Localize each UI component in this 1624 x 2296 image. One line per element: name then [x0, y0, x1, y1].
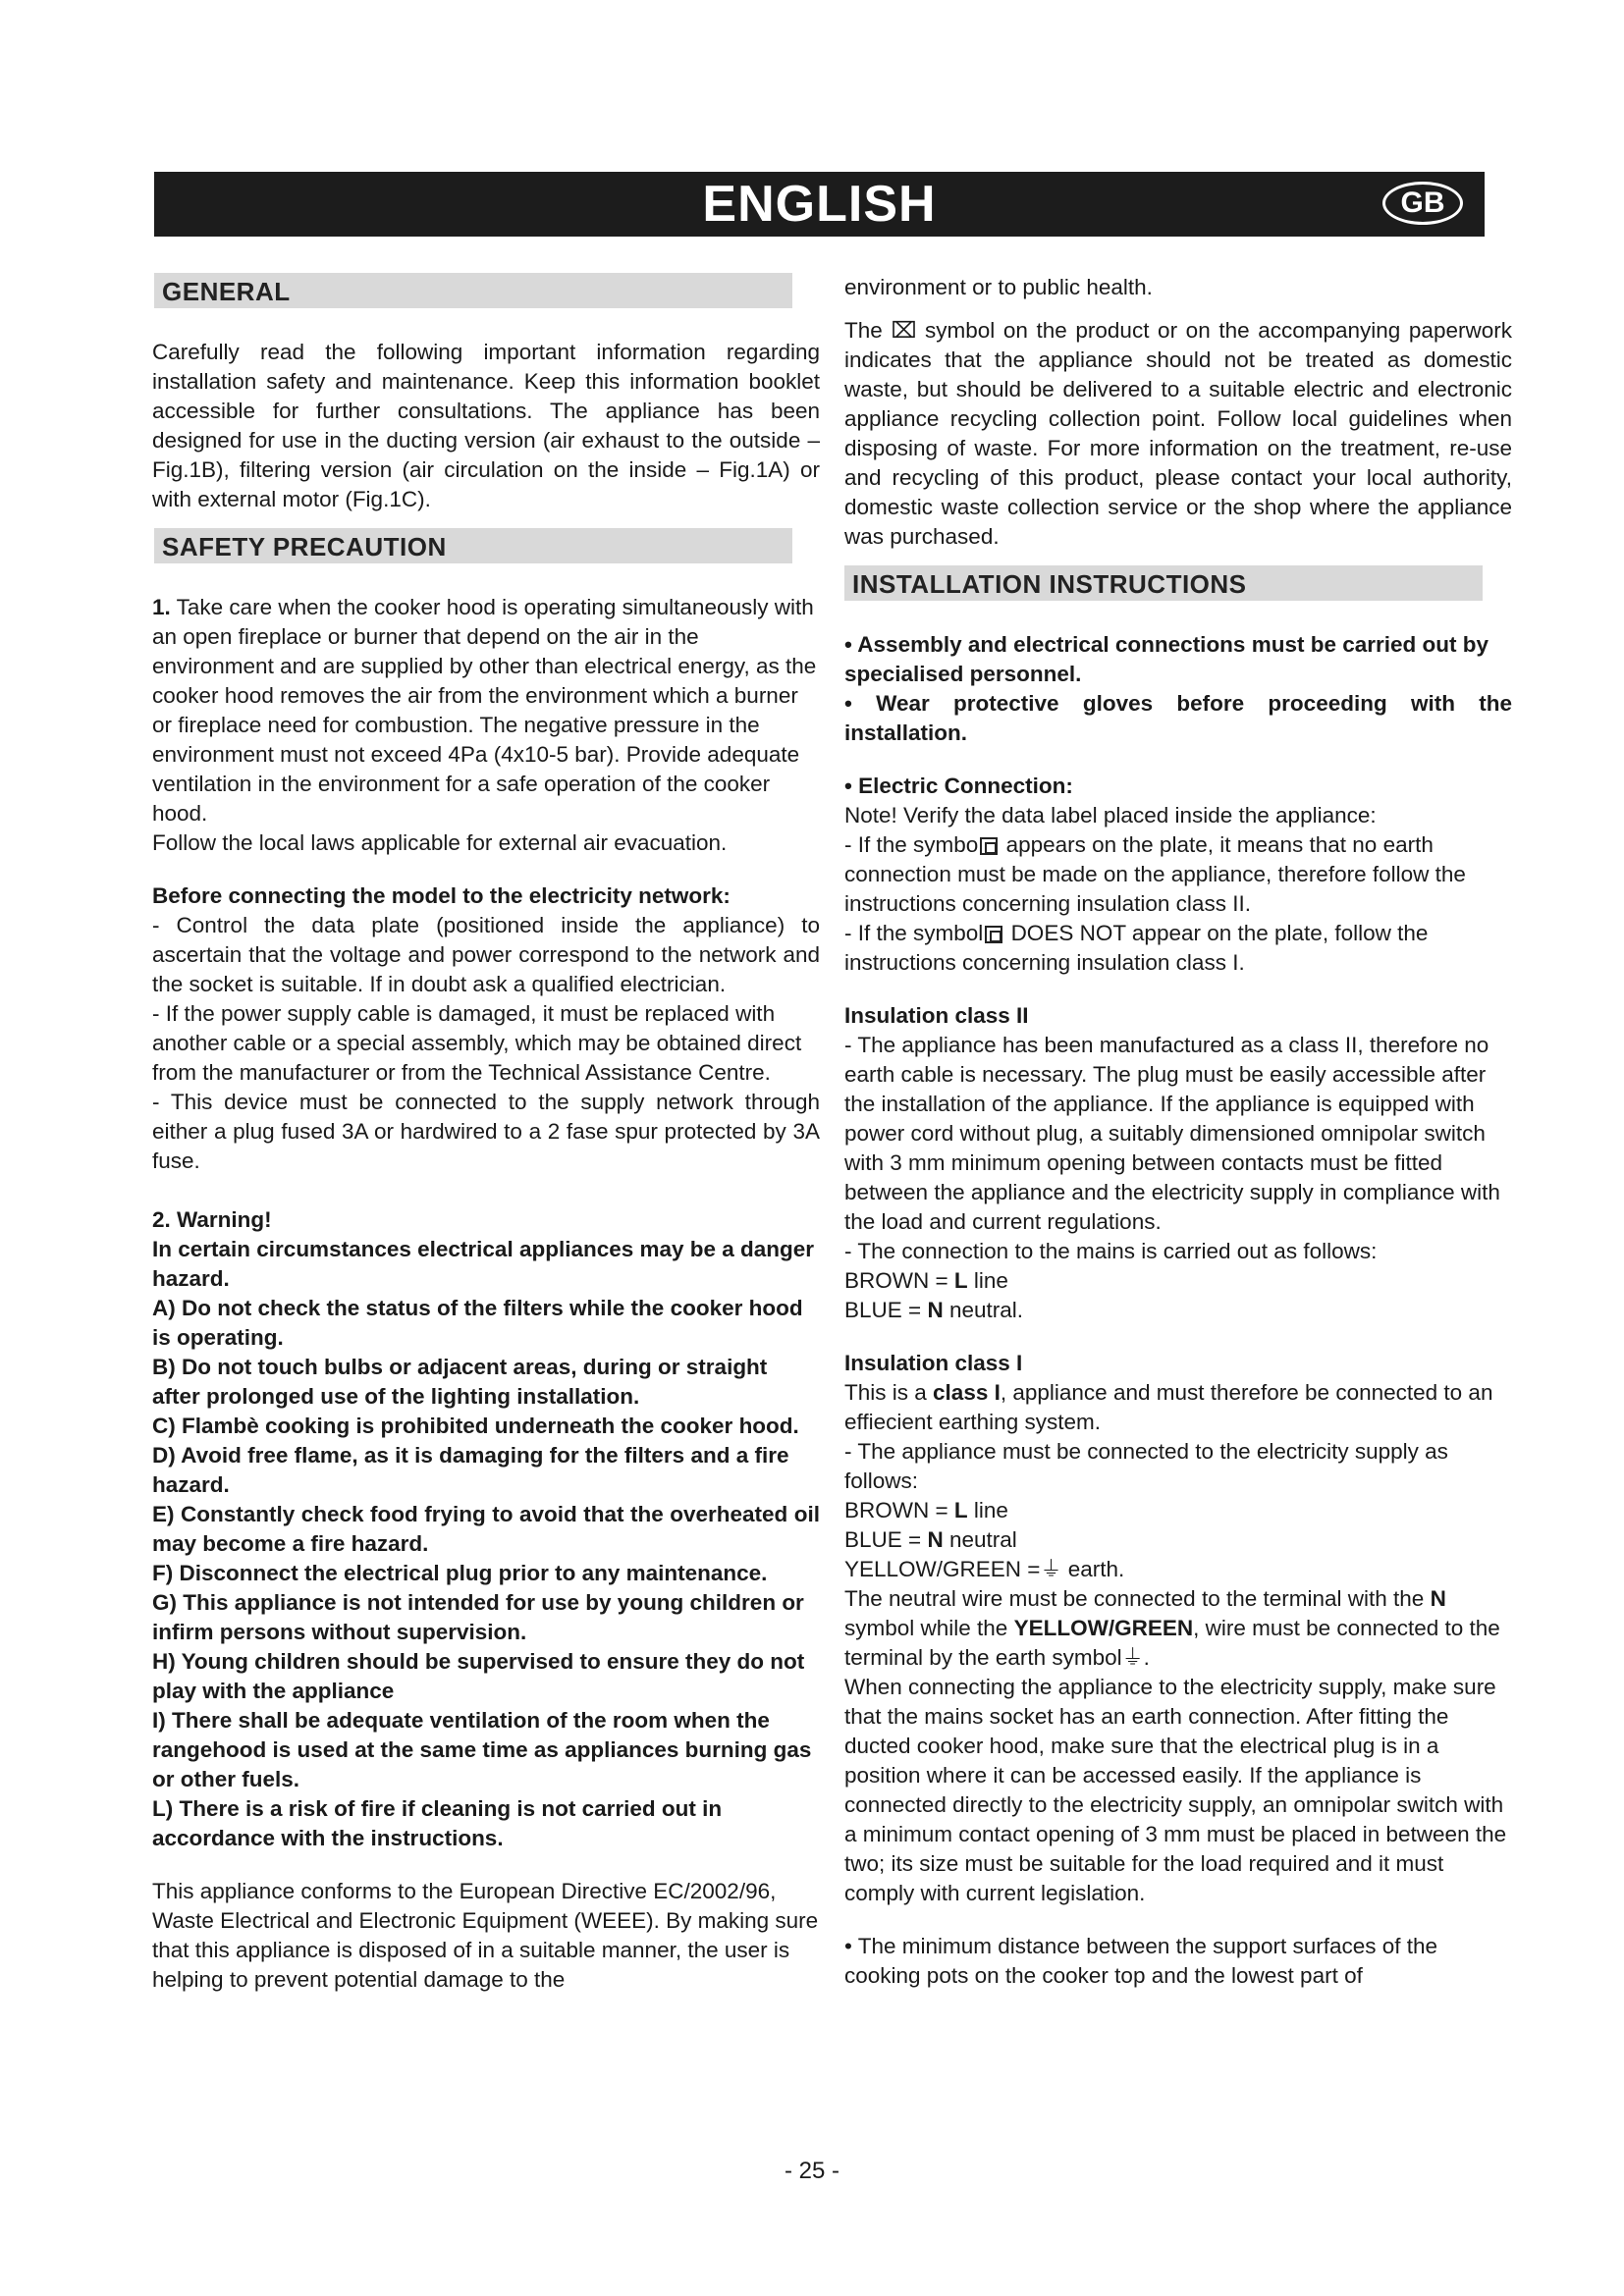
warning-item: H) Young children should be supervised to ensure they do not play with the appliance: [152, 1649, 805, 1703]
wire-role: earth.: [1067, 1557, 1125, 1581]
electric-p1: [844, 830, 1512, 919]
earth-icon: ⏚: [1121, 1645, 1144, 1670]
warning-item: A) Do not check the status of the filters while the cooker hood is operating.: [152, 1296, 803, 1350]
wire-label: BLUE =: [844, 1527, 922, 1552]
class1-pre: This is a: [844, 1380, 927, 1405]
general-text: Carefully read the following important information regarding installation safety and maintenance. Keep this information booklet accessible for further consultations. The appliance has been designed for use in the ducting version (air exhaust to the outside – Fig.1B), filtering version (air circulation on the inside – Fig.1A) or with external motor (Fig.1C).: [152, 340, 820, 511]
symbol-pre: The: [844, 318, 883, 343]
warning-item: D) Avoid free flame, as it is damaging for the filters and a fire hazard.: [152, 1443, 789, 1497]
language-banner: [154, 172, 1485, 237]
wire-key: N: [927, 1527, 944, 1552]
class2-blue: [844, 1296, 1512, 1325]
class1-key: class I: [933, 1380, 1001, 1405]
wire-role: neutral: [948, 1527, 1017, 1552]
double-square-icon: [985, 926, 1002, 943]
electric-p1-pre: - If the symbo: [844, 832, 979, 857]
class1-connection: - The appliance must be connected to the electricity supply as follows:: [844, 1439, 1448, 1493]
wire-key: N: [927, 1298, 944, 1322]
wire-label: BROWN =: [844, 1268, 948, 1293]
before-connect-heading: Before connecting the model to the electricity network:: [152, 883, 731, 908]
before-connect-p1: - Control the data plate (positioned inside the appliance) to ascertain that the voltage and power correspond to the network and the socket is suitable. If in doubt ask a qualified electrician.: [152, 913, 820, 996]
min-distance-text: • The minimum distance between the support surfaces of the cooking pots on the cooker top and the lowest part of: [844, 1934, 1438, 1988]
weee-continued: environment or to public health.: [844, 275, 1153, 299]
warning-intro: In certain circumstances electrical appliances may be a danger hazard.: [152, 1237, 815, 1291]
class1-brown: [844, 1496, 1512, 1525]
safety-heading: SAFETY PRECAUTION: [154, 528, 792, 563]
wire-label: BLUE =: [844, 1298, 922, 1322]
wire-role: line: [973, 1498, 1008, 1522]
left-column: [152, 273, 820, 1995]
warning-item: E) Constantly check food frying to avoid that the overheated oil may become a fire hazard.: [152, 1502, 820, 1556]
neutral-key: N: [1430, 1586, 1446, 1611]
electric-p2: [844, 919, 1512, 978]
electric-p1-post: appears on the plate, it means that no earth connection must be made on the appliance, therefore follow the instructions concerning insulation class II.: [844, 832, 1466, 916]
wire-role: line: [973, 1268, 1008, 1293]
wire-key: L: [953, 1268, 968, 1293]
right-column: [844, 273, 1512, 1991]
warning-item: F) Disconnect the electrical plug prior to any maintenance.: [152, 1561, 768, 1585]
weee-symbol-paragraph: [844, 316, 1512, 552]
connect-text: When connecting the appliance to the electricity supply, make sure that the mains socket has an earth connection. After fitting the ducted cooker hood, make sure that the electrical plug is in a position where it can be accessed easily. If the appliance is connected directly to the electricity supply, an omnipolar switch with a minimum contact opening of 3 mm must be placed in between the two; its size must be suitable for the load required and it must comply with current legislation.: [844, 1675, 1507, 1905]
electric-p2-post: DOES NOT appear on the plate, follow the instructions concerning insulation class I.: [844, 921, 1429, 975]
warning-item: G) This appliance is not intended for use by young children or infirm persons without supervision.: [152, 1590, 804, 1644]
page-number: - 25 -: [784, 2158, 839, 2184]
banner-title: ENGLISH: [702, 176, 937, 233]
electric-p2-pre: - If the symbol: [844, 921, 984, 945]
install-bullet-2: • Wear protective gloves before proceeding with the installation.: [844, 691, 1512, 745]
class2-text: - The appliance has been manufactured as a class II, therefore no earth cable is necessary. The plug must be easily accessible after the installation of the appliance. If the appliance is equipped with power cord without plug, a suitably dimensioned omnipolar switch with 3 mm minimum opening between contacts must be fitted between the appliance and the electricity supply in compliance with the load and current regulations.: [844, 1033, 1500, 1234]
neutral-paragraph: The neutral wire must be connected to the terminal with the N symbol while the YELLOW/GREEN, wire must be connected to the terminal by the earth symbol⏚.: [844, 1586, 1500, 1670]
class1-blue: [844, 1525, 1512, 1555]
warning-title: 2. Warning!: [152, 1207, 272, 1232]
installation-heading: INSTALLATION INSTRUCTIONS: [844, 565, 1483, 601]
warning-item: L) There is a risk of fire if cleaning is not carried out in accordance with the instructions.: [152, 1796, 723, 1850]
wire-role: neutral.: [948, 1298, 1024, 1322]
warning-item: I) There shall be adequate ventilation of the room when the rangehood is used at the same time as appliances burning gas or other fuels.: [152, 1708, 812, 1791]
electric-connection-heading: • Electric Connection:: [844, 774, 1073, 798]
class2-heading: Insulation class II: [844, 1003, 1029, 1028]
neutral-end: , wire must be connected to the terminal by the earth symbol: [844, 1616, 1500, 1670]
item-number: 1.: [152, 595, 171, 619]
before-connect-p3: - This device must be connected to the supply network through either a plug fused 3A or hardwired to a 2 fase spur protected by 3A fuse.: [152, 1090, 820, 1173]
weee-text: This appliance conforms to the European Directive EC/2002/96, Waste Electrical and Electronic Equipment (WEEE). By making sure that this appliance is disposed of in a suitable manner, the user is helping to prevent potential damage to the: [152, 1879, 819, 1992]
double-square-icon: [980, 837, 998, 855]
neutral-yg: YELLOW/GREEN: [1013, 1616, 1194, 1640]
class2-brown: [844, 1266, 1512, 1296]
class2-connection: - The connection to the mains is carried out as follows:: [844, 1239, 1378, 1263]
class1-text: [844, 1378, 1512, 1437]
electric-note: Note! Verify the data label placed inside the appliance:: [844, 803, 1377, 828]
wire-key: L: [953, 1498, 968, 1522]
warning-item: C) Flambè cooking is prohibited underneath the cooker hood.: [152, 1414, 799, 1438]
symbol-text: symbol on the product or on the accompanying paperwork indicates that the appliance should not be treated as domestic waste, but should be delivered to a suitable electric and electronic appliance recycling collection point. Follow local guidelines when disposing of waste. For more information on the treatment, re-use and recycling of this product, please contact your local authority, domestic waste collection service or the shop where the appliance was purchased.: [844, 318, 1512, 549]
earth-icon: ⏚: [1040, 1557, 1062, 1581]
class1-post: , appliance and must therefore be connected to an effiecient earthing system.: [844, 1380, 1493, 1434]
general-heading: GENERAL: [154, 273, 792, 308]
safety-item-1-follow: Follow the local laws applicable for external air evacuation.: [152, 830, 728, 855]
neutral-mid: symbol while the: [844, 1616, 1008, 1640]
crossed-bin-icon: ⌧: [891, 318, 917, 343]
neutral-text: The neutral wire must be connected to the terminal with the: [844, 1586, 1425, 1611]
wire-label: BROWN =: [844, 1498, 948, 1522]
country-badge: GB: [1382, 182, 1463, 225]
before-connect-p2: - If the power supply cable is damaged, it must be replaced with another cable or a special assembly, which may be obtained direct from the manufacturer or from the Technical Assistance Centre.: [152, 1001, 802, 1085]
wire-label: YELLOW/GREEN =: [844, 1557, 1041, 1581]
warning-item: B) Do not touch bulbs or adjacent areas, during or straight after prolonged use of the lighting installation.: [152, 1355, 768, 1409]
safety-item-1: [152, 593, 820, 828]
install-bullet-1: • Assembly and electrical connections must be carried out by specialised personnel.: [844, 632, 1489, 686]
class1-yellow-green: [844, 1555, 1512, 1584]
class1-heading: Insulation class I: [844, 1351, 1023, 1375]
item-text: Take care when the cooker hood is operating simultaneously with an open fireplace or burner that depend on the air in the environment and are supplied by other than electrical energy, as the cooker hood removes the air from the environment which a burner or fireplace need for combustion. The negative pressure in the environment must not exceed 4Pa (4x10-5 bar). Provide adequate ventilation in the environment for a safe operation of the cooker hood.: [152, 595, 817, 826]
